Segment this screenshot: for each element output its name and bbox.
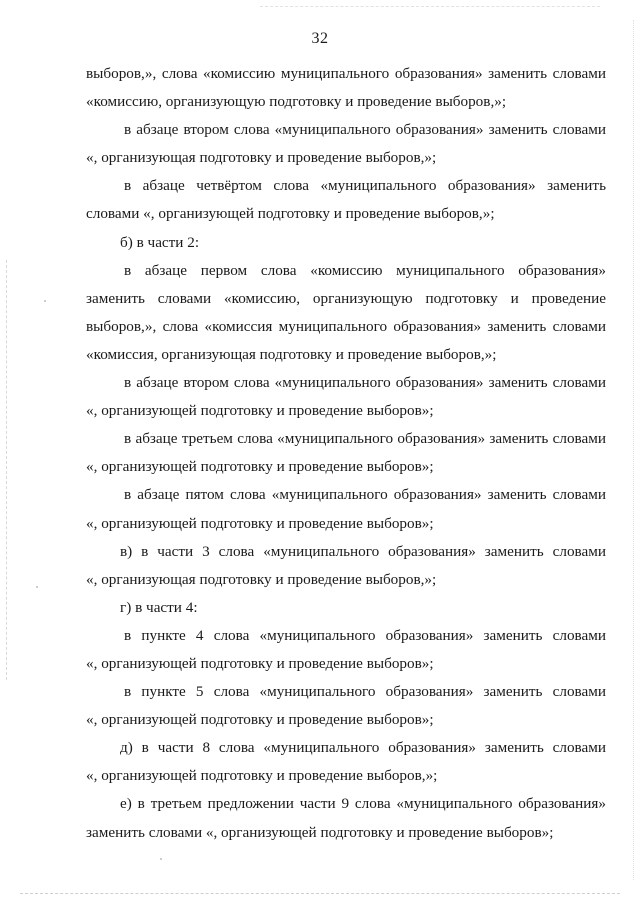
text-line: д) в части 8 слова «муниципального образования» заменить словами — [120, 739, 606, 757]
scan-edge-bottom — [20, 893, 620, 895]
text-line: г) в части 4: — [120, 598, 198, 616]
scan-edge-top — [260, 6, 600, 8]
text-line: в абзаце первом слова «комиссию муниципального образования» — [124, 261, 606, 279]
page-number: 32 — [311, 30, 329, 47]
scan-speck — [44, 300, 46, 302]
text-line: заменить словами «комиссию, организующую подготовку и проведение — [86, 289, 606, 307]
text-line: «, организующей подготовку и проведение выборов»; — [86, 711, 434, 729]
text-line: «, организующая подготовку и проведение выборов,»; — [86, 149, 437, 167]
text-line: «, организующей подготовку и проведение выборов»; — [86, 402, 434, 420]
text-line: в абзаце пятом слова «муниципального образования» заменить словами — [124, 486, 606, 504]
text-line: в абзаце четвёртом слова «муниципального образования» заменить — [124, 177, 606, 195]
text-line: в пункте 5 слова «муниципального образования» заменить словами — [124, 683, 606, 701]
text-line: словами «, организующей подготовку и проведение выборов,»; — [86, 205, 495, 223]
text-line: в абзаце втором слова «муниципального образования» заменить словами — [124, 121, 606, 139]
text-line: «комиссия, организующая подготовку и проведение выборов,»; — [86, 345, 497, 363]
text-line: «, организующей подготовку и проведение выборов»; — [86, 458, 434, 476]
text-line: в пункте 4 слова «муниципального образования» заменить словами — [124, 626, 606, 644]
text-line: в абзаце втором слова «муниципального образования» заменить словами — [124, 374, 606, 392]
text-line: «, организующая подготовку и проведение выборов,»; — [86, 570, 437, 588]
document-body — [86, 60, 606, 847]
text-line: е) в третьем предложении части 9 слова «муниципального образования» — [120, 795, 606, 813]
text-line: б) в части 2: — [120, 233, 200, 251]
text-line: «комиссию, организующую подготовку и проведение выборов,»; — [86, 93, 507, 111]
text-line: выборов,», слова «комиссия муниципального образования» заменить словами — [86, 317, 606, 335]
scan-edge-left — [6, 260, 8, 680]
scan-speck — [36, 586, 38, 588]
text-line: выборов,», слова «комиссию муниципального образования» заменить словами — [86, 65, 606, 82]
text-line: «, организующей подготовку и проведение выборов»; — [86, 514, 434, 532]
scan-speck — [160, 858, 162, 860]
text-line: в абзаце третьем слова «муниципального образования» заменить словами — [124, 430, 606, 448]
text-line: «, организующей подготовку и проведение выборов,»; — [86, 767, 438, 785]
scan-edge-right — [633, 20, 635, 880]
text-line: заменить словами «, организующей подготовку и проведение выборов»; — [86, 823, 554, 841]
text-line: «, организующей подготовку и проведение выборов»; — [86, 654, 434, 672]
text-line: в) в части 3 слова «муниципального образования» заменить словами — [120, 542, 606, 560]
